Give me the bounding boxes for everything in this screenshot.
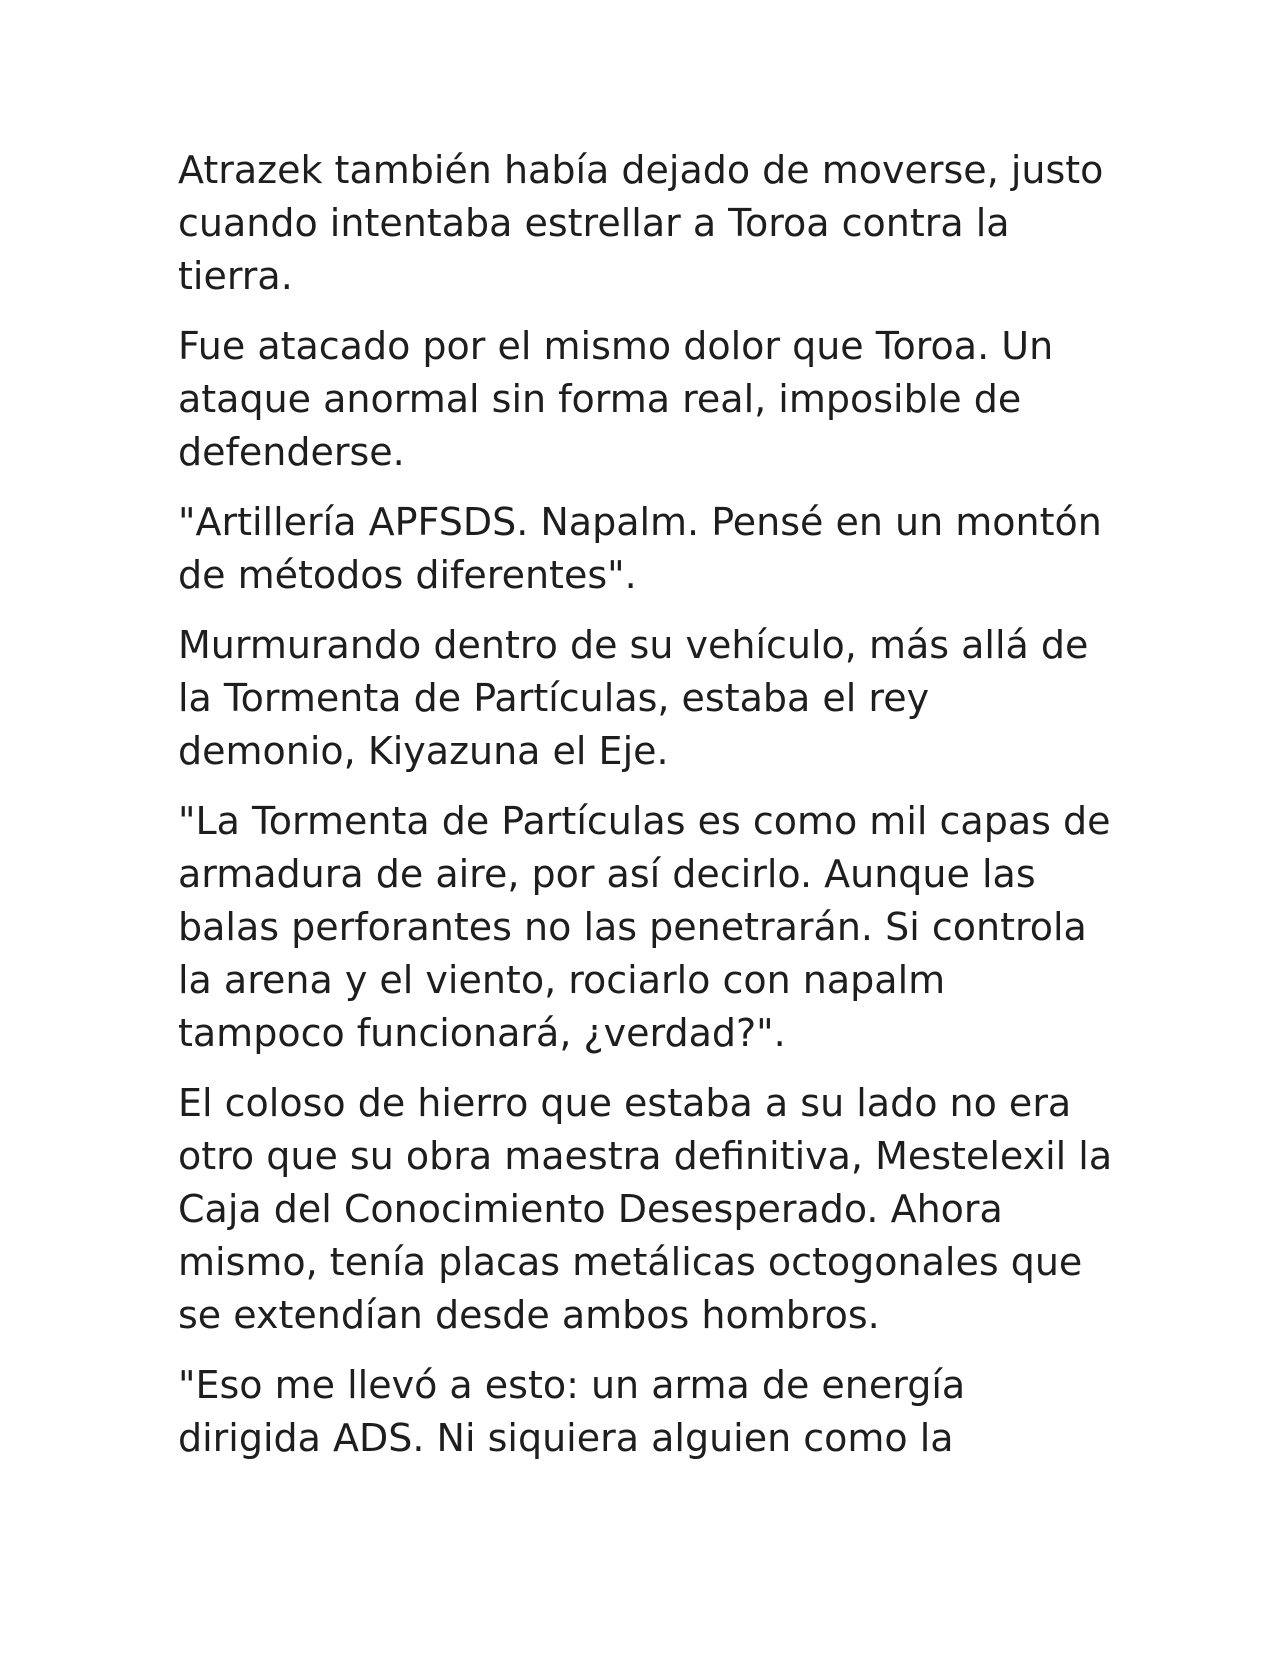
paragraph-4: Murmurando dentro de su vehículo, más allá de la Tormenta de Partículas, estaba el rey demonio, Kiyazuna el Eje. [178,623,1089,773]
paragraph-6: El coloso de hierro que estaba a su lado no era otro que su obra maestra definitiva, Mestelexil la Caja del Conocimiento Desesperado. Ahora mismo, tenía placas metálicas octogonales que se extendían desde ambos hombros. [178,1081,1113,1337]
paragraph-1: Atrazek también había dejado de moverse, justo cuando intentaba estrellar a Toroa contra la tierra. [178,148,1104,298]
text-column [178,144,1118,1482]
paragraph-2: Fue atacado por el mismo dolor que Toroa. Un ataque anormal sin forma real, imposible de defenderse. [178,324,1054,474]
paragraph-5: "La Tormenta de Partículas es como mil capas de armadura de aire, por así decirlo. Aunque las balas perforantes no las penetrarán. Si controla la arena y el viento, rociarlo con napalm tampoco funcionará, ¿verdad?". [178,799,1111,1055]
paragraph-3: "Artillería APFSDS. Napalm. Pensé en un montón de métodos diferentes". [178,500,1102,597]
paragraph-7: "Eso me llevó a esto: un arma de energía dirigida ADS. Ni siquiera alguien como la [178,1363,966,1460]
